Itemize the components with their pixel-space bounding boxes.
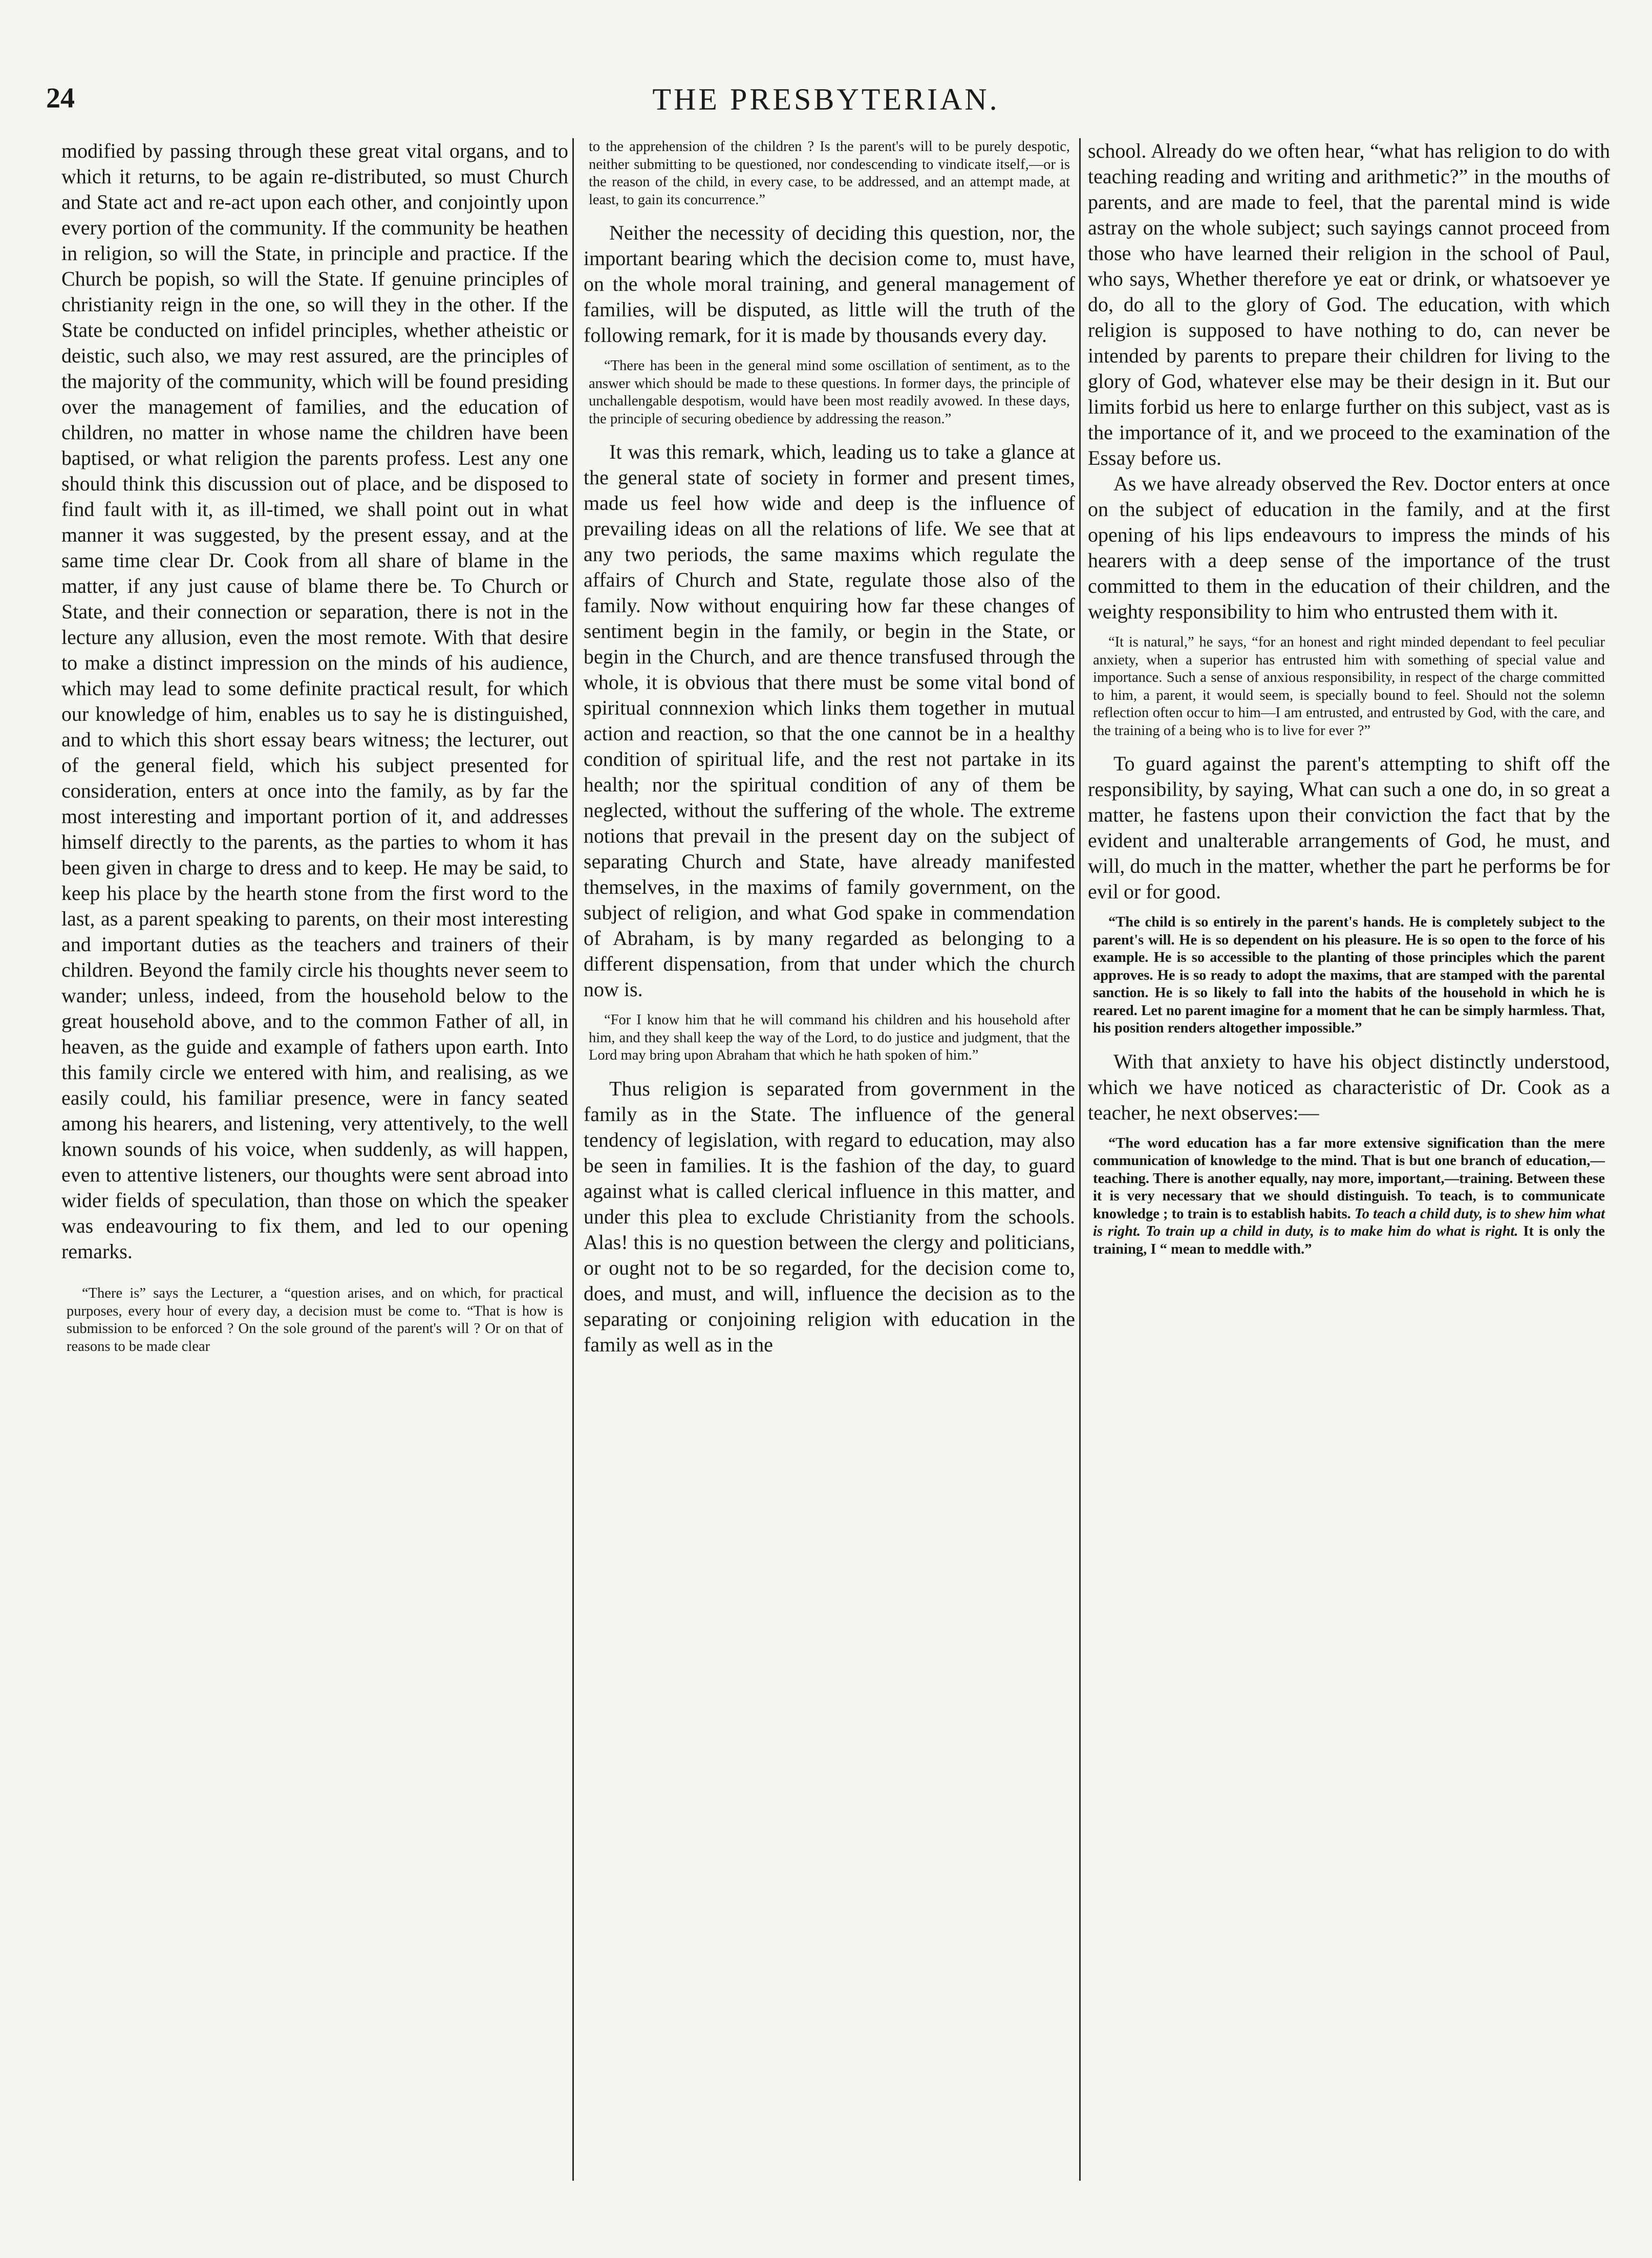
body-paragraph: As we have already observed the Rev. Doctor enters at once on the subject of education in the family, and at the first opening of his lips endeavours to impress the minds of his hearers with a deep sense of the importance of the trust committed to them in the education of their children, and the weighty responsibility to him who entrusted them with it. [1088, 472, 1610, 623]
block-quote: “It is natural,” he says, “for an honest and right minded dependant to feel peculiar anxiety, when a superior has entrusted him with something of special value and importance. Such a sense of anxious responsibility, in respect of the charge committed to him, a parent, it would seem, is specially bound to feel. Should not the solemn reflection often occur to him—I am entrusted, and entrusted by God, with the care, and the training of a being who is to live for ever ?” [1093, 634, 1605, 739]
column-1 [61, 138, 568, 2206]
page-number: 24 [46, 82, 75, 114]
body-paragraph: Neither the necessity of deciding this question, nor, the important bearing which the decision come to, must have, on the whole moral training, and general management of families, will be disputed, as little will the truth of the following remark, for it is made by thousands every day. [584, 221, 1075, 347]
block-quote: “There is” says the Lecturer, a “question arises, and on which, for practical purposes, every hour of every day, a decision must be come to. “That is how is submission to be enforced ? On the sole ground of the parent's will ? Or on that of reasons to be made clear [67, 1285, 563, 1354]
quote-text: It is only the training, I “ mean to meddle with.” [1093, 1223, 1605, 1257]
quote-text: “The word education has a far more extensive signification than the mere communication of knowledge to the mind. That is but one branch of education,—teaching. There is another equally, nay more, important,—training. Between these it is very necessary that we should distinguish. To teach, is to communicate knowledge ; to train is to establish habits. [1093, 1135, 1605, 1222]
body-paragraph: With that anxiety to have his object distinctly understood, which we have noticed as characteristic of Dr. Cook as a teacher, he next observes:— [1088, 1049, 1610, 1124]
body-paragraph: school. Already do we often hear, “what has religion to do with teaching reading and writing and arithmetic?” in the mouths of parents, and are made to feel, that the parental mind is wide astray on the whole subject; such sayings cannot proceed from those who have learned their religion in the school of Paul, who says, Whether therefore ye eat or drink, or whatsoever ye do, do all to the glory of God. The education, with which religion is supposed to have nothing to do, can never be intended by parents to prepare their children for living to the glory of God, whatever else may be their design in it. But our limits forbid us here to enlarge further on this subject, vast as is the importance of it, and we proceed to the examination of the Essay before us. [1088, 139, 1610, 469]
column-3 [1088, 138, 1610, 2206]
column-2 [584, 138, 1075, 2206]
column-rule [572, 138, 574, 2181]
block-quote: to the apprehension of the children ? Is the parent's will to be purely despotic, neither submitting to be questioned, nor condescending to vindicate itself,—or is the reason of the child, in every case, to be addressed, and an attempt made, at least, to gain its concurrence.” [589, 139, 1070, 208]
body-paragraph: Thus religion is separated from government in the family as in the State. The influence of the general tendency of legislation, with regard to education, may also be seen in families. It is the fashion of the day, to guard against what is called clerical influence in this matter, and under this plea to exclude Christianity from the schools. Alas! this is no question between the clergy and politicians, or ought not to be so regarded, for the decision come to, does, and must, and will, influence the decision as to the separating or conjoining religion with education in the family as well as in the [584, 1077, 1075, 1356]
quote-emphasis: To teach a child duty, is to shew him what is right. To train up a child in duty, is to make him do what is right. [1093, 1206, 1605, 1239]
column-rule [1079, 138, 1081, 2181]
block-quote: “There has been in the general mind some oscillation of sentiment, as to the answer which should be made to these questions. In former days, the principle of unchallengable despotism, would have been most readily avowed. In these days, the principle of securing obedience by addressing the reason.” [589, 358, 1070, 427]
body-paragraph: modified by passing through these great vital organs, and to which it returns, to be again re-distributed, so must Church and State act and re-act upon each other, and conjointly upon every portion of the community. If the community be heathen in religion, so will the State, in principle and practice. If the Church be popish, so will the State. If genuine principles of christianity reign in the one, so will they in the other. If the State be conducted on infidel principles, whether atheistic or deistic, such also, we may rest assured, are the principles of the majority of the community, which will be found presiding over the management of families, and the education of children, no matter in whose name the children have been baptised, or what religion the parents profess. Lest any one should think this discussion out of place, and be disposed to find fault with it, as ill-timed, we shall point out in what manner it was suggested, by the present essay, and at the same time clear Dr. Cook from all share of blame in the matter, if any just cause of blame there be. To Church or State, and their connection or separation, there is not in the lecture any allusion, even the most remote. With that desire to make a distinct impression on the minds of his audience, which may lead to some definite practical result, for which our knowledge of him, enables us to say he is distinguished, and to which this short essay bears witness; the lecturer, out of the general field, which his subject presented for consideration, enters at once into the family, as by far the most interesting and important portion of it, and addresses himself directly to the parents, as the parties to whom it has been given in charge to dress and to keep. He may be said, to keep his place by the hearth stone from the first word to the last, as a parent speaking to parents, on their most interesting and important duties as the teachers and trainers of their children. Beyond the family circle his thoughts never seem to wander; unless, indeed, from the household below to the great household above, and to the common Father of all, in heaven, as the guide and example of fathers upon earth. Into this family circle we entered with him, and realising, as we easily could, his familiar presence, were in fancy seated among his hearers, and listening, very attentively, to the well known sounds of his voice, when suddenly, as will happen, even to attentive listeners, our thoughts were sent abroad into wider fields of speculation, than those on which the speaker was endeavouring to fix them, and led to our opening remarks. [61, 139, 568, 1263]
block-quote: “The child is so entirely in the parent's hands. He is completely subject to the parent's will. He is so dependent on his pleasure. He is so open to the force of his example. He is so accessible to the planting of those principles which the parent approves. He is so ready to adopt the maxims, that are stamped with the parental sanction. He is so likely to fall into the habits of the household in which he is reared. Let no parent imagine for a moment that he can be simply harmless. That, his position renders altogether impossible.” [1093, 914, 1605, 1036]
block-quote: “For I know him that he will command his children and his household after him, and they shall keep the way of the Lord, to do justice and judgment, that the Lord may bring upon Abraham that which he hath spoken of him.” [589, 1012, 1070, 1063]
block-quote [1093, 1135, 1605, 1259]
body-paragraph: To guard against the parent's attempting to shift off the responsibility, by saying, What can such a one do, in so great a matter, he fastens upon their conviction the fact that by the evident and unalterable arrangements of God, he must, and will, do much in the matter, whether the part he performs be for evil or for good. [1088, 752, 1610, 903]
running-title: THE PRESBYTERIAN. [652, 82, 1000, 116]
body-paragraph: It was this remark, which, leading us to take a glance at the general state of society in former and present times, made us feel how wide and deep is the influence of prevailing ideas on all the relations of life. We see that at any two periods, the same maxims which regulate the affairs of Church and State, regulate those also of the family. Now without enquiring how far these changes of sentiment begin in the family, or begin in the State, or begin in the Church, and are thence transfused through the whole, it is obvious that there must be some vital bond of spiritual connnexion which links them together in mutual action and reaction, so that the one cannot be in a healthy condition of spiritual life, and the rest not partake in its health; nor the spiritual condition of any of them be neglected, without the suffering of the whole. The extreme notions that prevail in the present day on the subject of separating Church and State, have already manifested themselves, in the maxims of family government, on the subject of religion, and what God spake in commendation of Abraham, is by many regarded as belonging to a different dispensation, from that under which the church now is. [584, 440, 1075, 1001]
